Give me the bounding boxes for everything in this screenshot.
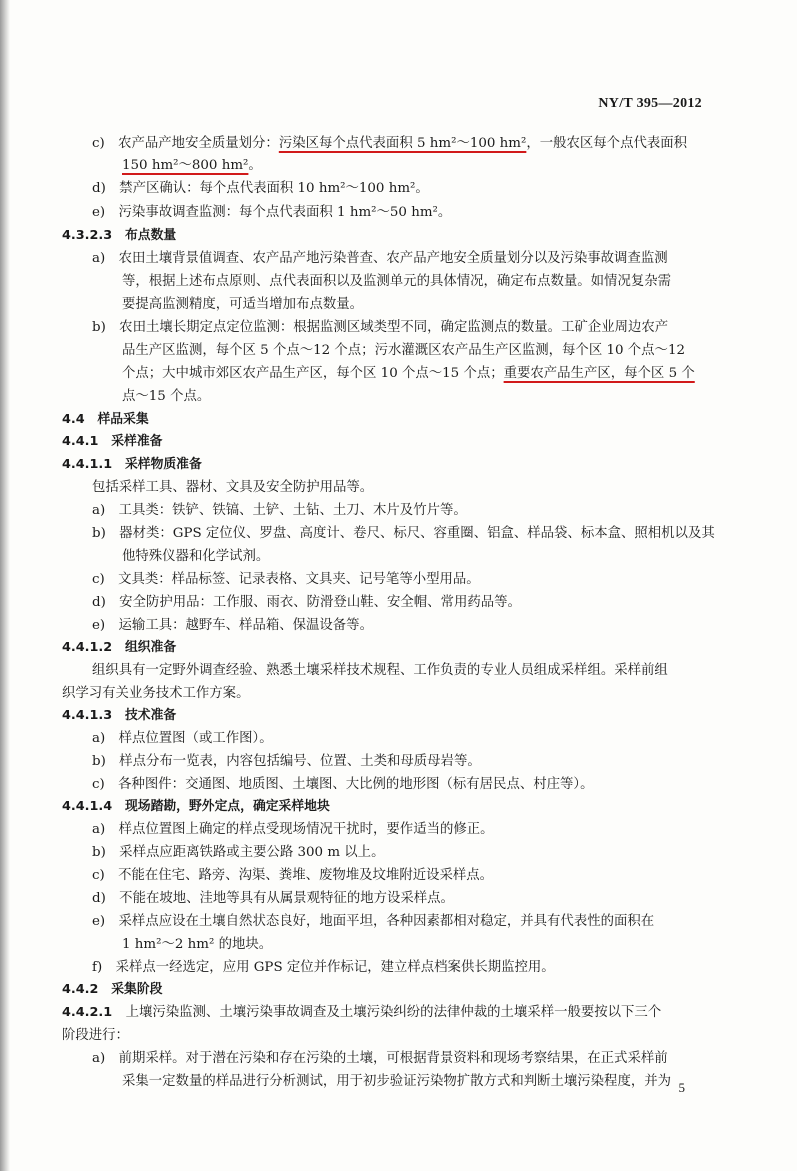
line-text: a) 农田土壤背景值调查、农产品产地污染普查、农产品产地安全质量划分以及污染事故调查监测: [92, 251, 668, 266]
red-underlined-text: 污染区每个点代表面积 5 hm²～100 hm²: [278, 136, 527, 151]
text-line: [92, 1049, 668, 1069]
text-line: [92, 478, 373, 498]
line-text: c) 农产品产地安全质量划分：: [92, 136, 279, 151]
section-heading: [62, 980, 162, 1000]
line-text: a) 工具类：铁铲、铁镐、土铲、土钻、土刀、木片及竹片等。: [92, 503, 467, 518]
text-line: [122, 272, 671, 292]
text-line: [92, 958, 555, 978]
text-line: [92, 912, 654, 932]
red-underlined-text: 重要农产品生产区，每个区 5 个: [503, 366, 695, 381]
line-text: c) 各种图件：交通图、地质图、土壤图、大比例的地形图（标有居民点、村庄等）。: [92, 777, 594, 792]
page-number: 5: [678, 1080, 685, 1095]
line-text: 组织具有一定野外调查经验、熟悉土壤采样技术规程、工作负责的专业人员组成采样组。采样前组: [92, 663, 668, 678]
line-text: 要提高监测精度，可适当增加布点数量。: [122, 297, 364, 312]
line-text: f) 采样点一经选定，应用 GPS 定位并作标记，建立样点档案供长期监控用。: [92, 960, 555, 975]
line-text: 4.4.1.2 组织准备: [62, 640, 177, 655]
text-line: [92, 524, 715, 544]
text-line: [122, 364, 695, 384]
line-text: 品生产区监测，每个区 5 个点～12 个点；污水灌溉区农产品生产区监测，每个区 10 个点～12: [122, 343, 685, 358]
section-heading: [62, 1003, 661, 1023]
text-line: [92, 501, 467, 521]
line-text: d) 不能在坡地、洼地等具有从属景观特征的地方设采样点。: [92, 891, 454, 906]
scan-left-edge-shadow: [0, 0, 10, 1171]
text-line: [92, 729, 273, 749]
line-text: 4.4.1.1 采样物质准备: [62, 457, 202, 472]
section-heading: [62, 432, 162, 452]
line-text: 采集一定数量的样品进行分析测试，用于初步验证污染物扩散方式和判断土壤污染程度，并为: [122, 1074, 672, 1089]
line-text-tail: ，一般农区每个点代表面积: [526, 136, 688, 151]
line-text: b) 采样点应距离铁路或主要公路 300 m 以上。: [92, 845, 385, 860]
text-line: [92, 866, 493, 886]
line-text: a) 前期采样。对于潜在污染和存在污染的土壤，可根据背景资料和现场考察结果，在正式采样前: [92, 1051, 668, 1066]
text-line: [92, 203, 451, 223]
text-line: [92, 593, 521, 613]
text-line: [122, 1072, 671, 1092]
line-text: 他特殊仪器和化学试剂。: [122, 549, 270, 564]
section-heading: [62, 455, 202, 475]
red-underlined-text: 150 hm²～800 hm²: [122, 158, 249, 173]
line-text: 4.3.2.3 布点数量: [62, 228, 177, 243]
line-text: a) 样点位置图（或工作图）。: [92, 731, 273, 746]
text-line: [92, 249, 668, 269]
section-heading: [62, 638, 176, 658]
line-text: 4.4.1.3 技术准备: [62, 708, 177, 723]
text-line: [92, 775, 593, 795]
text-line: [92, 661, 668, 681]
line-text: 点～15 个点。: [122, 389, 211, 404]
text-line: [92, 752, 481, 772]
text-line: [122, 341, 685, 361]
standard-number-header: NY/T 395—2012: [598, 96, 702, 111]
text-line: [122, 156, 262, 176]
line-text: 阶段进行：: [62, 1028, 129, 1043]
text-line: [92, 570, 480, 590]
text-line: [92, 820, 494, 840]
line-text: 4.4 样品采集: [62, 412, 149, 427]
line-text: e) 污染事故调查监测：每个点代表面积 1 hm²～50 hm²。: [92, 205, 452, 220]
line-text: 等，根据上述布点原则、点代表面积以及监测单元的具体情况，确定布点数量。如情况复杂需: [122, 274, 672, 289]
section-heading: [62, 226, 176, 246]
text-line: [62, 684, 249, 704]
text-line: [122, 295, 363, 315]
section-heading: [62, 410, 149, 430]
line-text: c) 不能在住宅、路旁、沟渠、粪堆、废物堆及坟堆附近设采样点。: [92, 868, 494, 883]
line-text: 织学习有关业务技术工作方案。: [62, 686, 250, 701]
line-text: c) 文具类：样品标签、记录表格、文具夹、记号笔等小型用品。: [92, 572, 480, 587]
line-text: 4.4.2.1: [62, 1005, 113, 1020]
line-text-tail: 上壤污染监测、土壤污染事故调查及土壤污染纠纷的法律仲裁的土壤采样一般要按以下三个: [112, 1005, 662, 1020]
line-text: e) 运输工具：越野车、样品箱、保温设备等。: [92, 618, 373, 633]
text-line: [62, 1026, 129, 1046]
section-heading: [62, 706, 176, 726]
line-text: 4.4.1.4 现场踏勘，野外定点，确定采样地块: [62, 799, 330, 814]
line-text: e) 采样点应设在土壤自然状态良好，地面平坦，各种因素都相对稳定，并具有代表性的面积在: [92, 914, 655, 929]
line-text: 4.4.2 采集阶段: [62, 982, 163, 997]
line-text: b) 器材类：GPS 定位仪、罗盘、高度计、卷尺、标尺、容重圈、铝盒、样品袋、标本盒、照相机以及其: [92, 526, 715, 541]
section-heading: [62, 797, 330, 817]
text-line: [122, 387, 210, 407]
line-text-tail: 。: [248, 158, 262, 173]
line-text: a) 样点位置图上确定的样点受现场情况干扰时，要作适当的修正。: [92, 822, 494, 837]
line-text: d) 安全防护用品：工作服、雨衣、防滑登山鞋、安全帽、常用药品等。: [92, 595, 521, 610]
line-text: 包括采样工具、器材、文具及安全防护用品等。: [92, 480, 374, 495]
text-line: [122, 935, 272, 955]
line-text: 个点；大中城市郊区农产品生产区，每个区 10 个点～15 个点；: [122, 366, 504, 381]
line-text: d) 禁产区确认：每个点代表面积 10 hm²～100 hm²。: [92, 181, 429, 196]
text-line: [92, 179, 429, 199]
text-line: [92, 134, 687, 154]
line-text: 1 hm²～2 hm² 的地块。: [122, 937, 273, 952]
text-line: [92, 616, 373, 636]
text-line: [92, 318, 668, 338]
line-text: 4.4.1 采样准备: [62, 434, 163, 449]
text-line: [92, 889, 454, 909]
text-line: [92, 843, 384, 863]
line-text: b) 样点分布一览表，内容包括编号、位置、土类和母质母岩等。: [92, 754, 481, 769]
text-line: [122, 547, 269, 567]
line-text: b) 农田土壤长期定点定位监测：根据监测区域类型不同，确定监测点的数量。工矿企业周边农产: [92, 320, 669, 335]
